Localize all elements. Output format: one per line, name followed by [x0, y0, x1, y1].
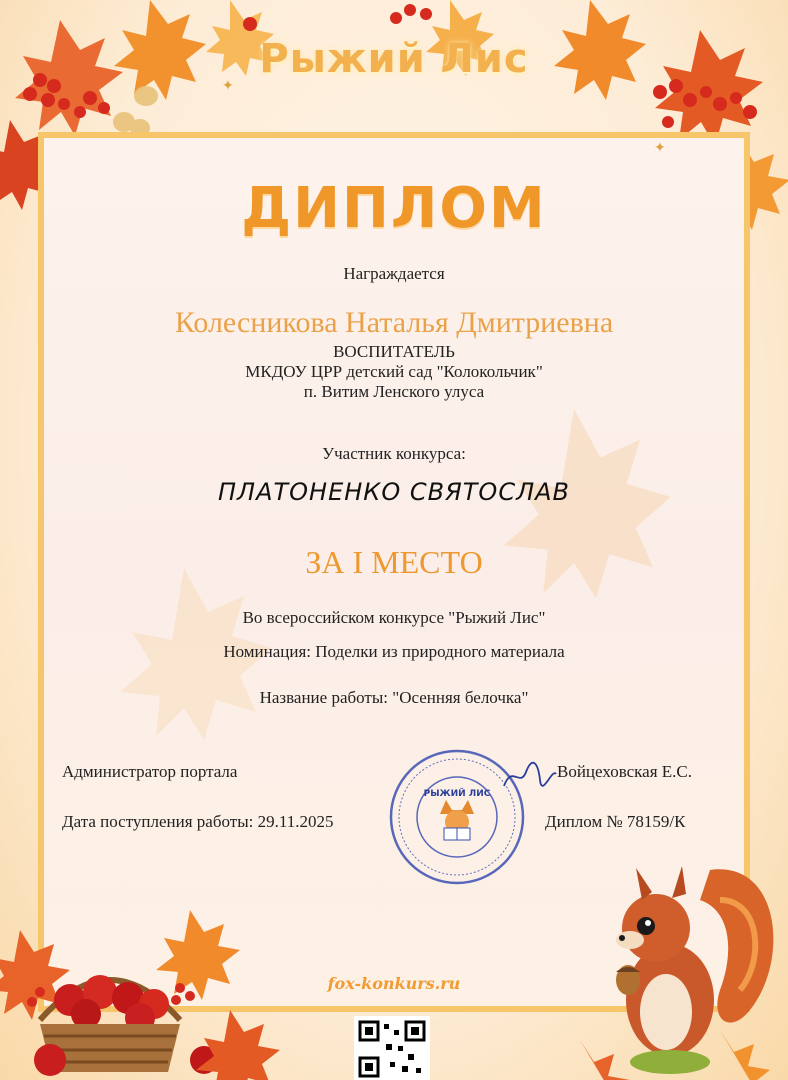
admin-label: Администратор портала — [62, 762, 238, 781]
signature-icon — [500, 758, 560, 798]
awarded-label: Награждается — [343, 264, 445, 283]
maple-leaf-icon — [464, 398, 684, 618]
sparkle-icon: ✦ — [654, 141, 666, 156]
brand-logo: Рыжий Лис — [259, 36, 529, 82]
award-place: ЗА I МЕСТО — [305, 544, 483, 580]
participant-name: ПЛАТОНЕНКО СВЯТОСЛАВ — [217, 478, 570, 506]
work-title: Название работы: "Осенняя белочка" — [259, 688, 529, 707]
recipient-position: ВОСПИТАТЕЛЬ — [333, 342, 455, 361]
nomination: Номинация: Поделки из природного материала — [223, 642, 565, 661]
sparkle-icon: ✦ — [222, 79, 234, 94]
recipient-location: п. Витим Ленского улуса — [303, 382, 485, 401]
contest-name: Во всероссийском конкурсе "Рыжий Лис" — [242, 608, 546, 627]
qr-code-icon — [354, 1016, 430, 1080]
diploma-number: Диплом № 78159/К — [545, 812, 686, 831]
diploma-title: ДИПЛОМ — [241, 176, 547, 241]
fox-reading-icon — [440, 800, 474, 840]
recipient-organization: МКДОУ ЦРР детский сад "Колокольчик" — [245, 362, 543, 381]
website-link[interactable]: fox-konkurs.ru — [327, 974, 461, 993]
signer-name: Войцеховская Е.С. — [557, 762, 693, 781]
recipient-name: Колесникова Наталья Дмитриевна — [174, 306, 614, 339]
apple-basket-icon — [0, 900, 300, 1080]
submission-date: Дата поступления работы: 29.11.2025 — [62, 812, 334, 831]
participant-label: Участник конкурса: — [322, 444, 466, 463]
stamp-center-text: РЫЖИЙ ЛИС — [423, 789, 491, 799]
squirrel-icon — [560, 840, 788, 1080]
